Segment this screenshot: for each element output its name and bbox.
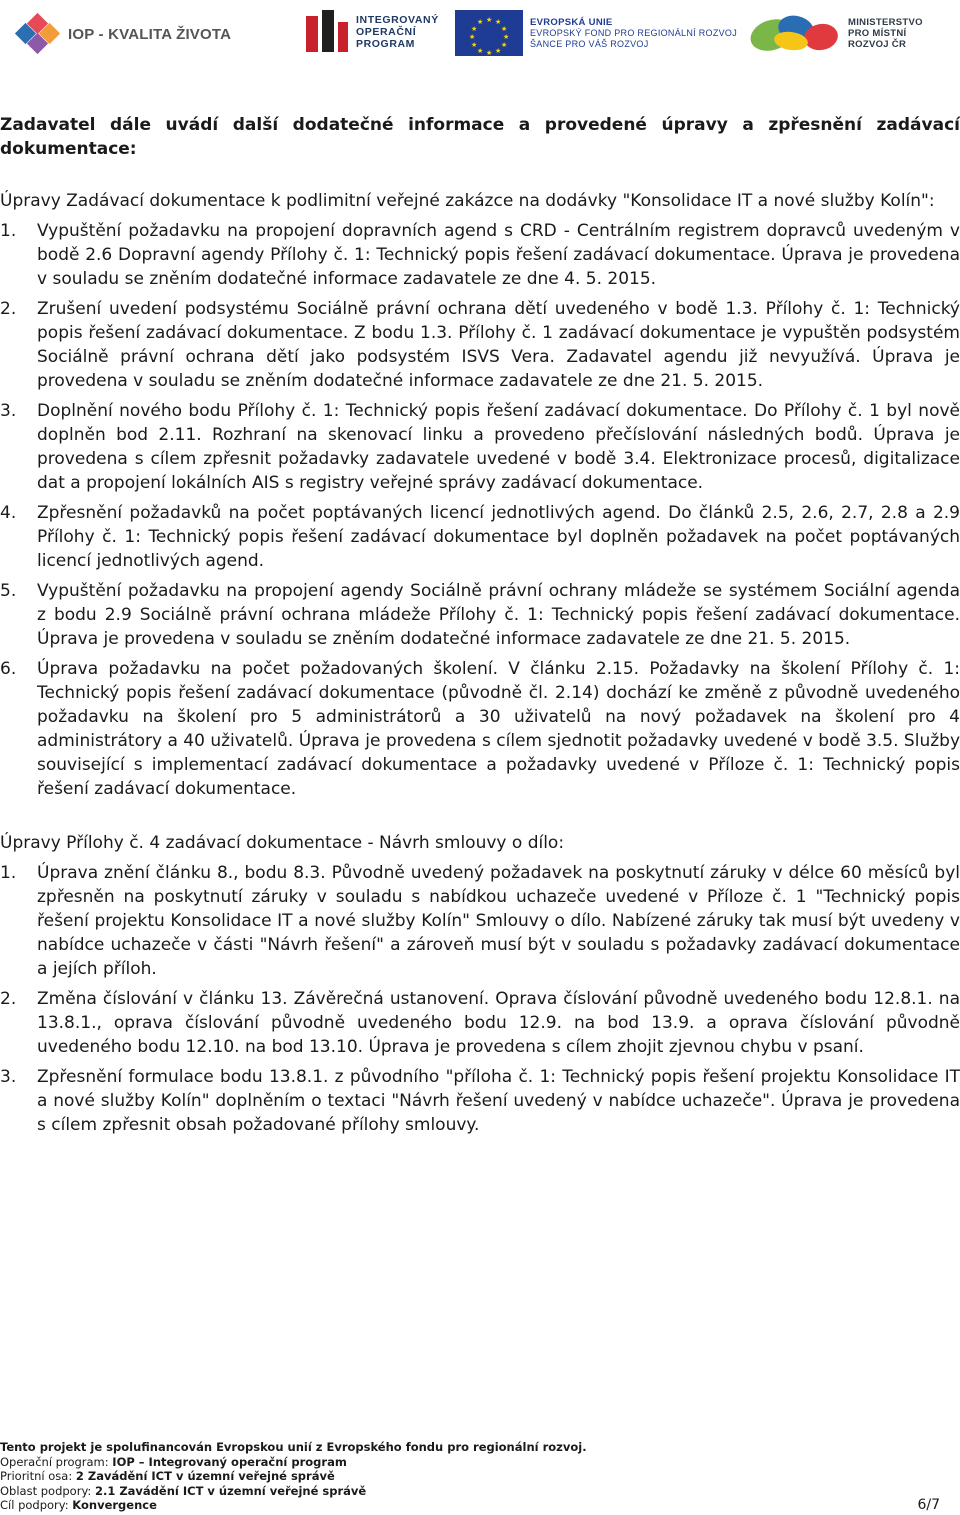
list-item-text: Změna číslování v článku 13. Závěrečná ustanovení. Oprava číslování původně uvedeného bodu 12.8.1. na 13.8.1., oprava číslování původně uvedeného bodu 12.9. na bod 13.9. a oprava číslování původně uvedeného bodu 12.10. na bod 13.10. Úprava je provedena s cílem zhojit zjevnou chybu v psaní. [37,989,960,1057]
list-item [0,219,960,291]
list-item-text: Úprava požadavku na počet požadovaných školení. V článku 2.15. Požadavky na školení Přílohy č. 1: Technický popis řešení zadávací dokumentace (původně čl. 2.14) dochází ke změně z původně uvedeného požadavku na školení pro 5 administrátorů a 30 uživatelů na nový požadavek na školení pro 4 administrátory a 40 uživatelů. Úprava je provedena s cílem sjednotit požadavky uvedené v bodě 3.5. Služby související s implementací zadávací dokumentace a požadavky uvedené v Příloze č. 1: Technický popis řešení zadávací dokumentace. [37,659,960,799]
list-item-text: Doplnění nového bodu Přílohy č. 1: Technický popis řešení zadávací dokumentace. Do Přílohy č. 1 byl nově doplněn bod 2.11. Rozhraní na skenovací linku a provedeno přečíslování následných bodů. Úprava je provedena s cílem zpřesnit požadavky zadavatele uvedené v bodě 3.4. Elektronizace procesů, digitalizace dat a propojení lokálních AIS s registry veřejné správy zadávací dokumentace. [37,401,960,493]
footer-area-value: 2.1 Zavádění ICT v územní veřejné správě [94,1483,367,1498]
footer-goal-label: Cíl podpory: [0,1498,73,1513]
footer [0,1440,960,1513]
document-body [0,113,960,1143]
list-item [0,579,960,651]
footer-area-label: Oblast podpory: [0,1483,95,1498]
section2-list [0,861,960,1137]
iop-logo-text: IOP - KVALITA ŽIVOTA [68,25,232,43]
integ-line-3: PROGRAM [356,38,416,50]
section2-intro: Úpravy Přílohy č. 4 zadávací dokumentace - Návrh smlouvy o dílo: [0,833,565,853]
footer-program-label: Operační program: [0,1454,113,1469]
footer-priority-value: 2 Zavádění ICT v územní veřejné správě [75,1469,335,1484]
mmr-logo [748,10,923,56]
eu-logo [455,10,737,56]
integrovany-program-logo [306,10,439,54]
list-item-text: Vypuštění požadavku na propojení dopravních agend s CRD - Centrálním registrem dopravců uvedeným v bodě 2.6 Dopravní agendy Přílohy č. 1: Technický popis řešení zadávací dokumentace. Úprava je provedena v souladu se zněním dodatečné informace zadavatele ze dne 4. 5. 2015. [37,221,960,289]
eu-flag-icon: ★ ★ ★ ★ ★ ★ ★ ★ ★ ★ ★ ★ [455,10,523,56]
list-item [0,657,960,801]
list-item [0,987,960,1059]
footer-goal-value: Konvergence [72,1498,157,1513]
list-item-number: 3. [0,1067,17,1087]
page-number: 6/7 [917,1497,940,1513]
mmr-leaves-icon [748,10,840,56]
integrovany-program-text [356,14,439,50]
footer-priority-label: Prioritní osa: [0,1469,76,1484]
footer-area [0,1484,960,1499]
iop-diamond-icon [14,14,60,54]
integrovany-program-icon [306,10,350,54]
footer-priority [0,1469,960,1484]
list-item [0,399,960,495]
eu-logo-text [530,17,737,50]
iop-logo [14,14,231,54]
list-item-number: 4. [0,503,17,523]
list-item-text: Zpřesnění požadavků na počet poptávaných licencí jednotlivých agend. Do článků 2.5, 2.6, 2.7, 2.8 a 2.9 Přílohy č. 1: Technický popis řešení zadávací dokumentace byl doplněn požadavek na počet poptávaných licencí jednotlivých agend. [37,503,960,571]
list-item-text: Úprava znění článku 8., bodu 8.3. Původně uvedený požadavek na poskytnutí záruky v délce 60 měsíců byl zpřesněn na poskytnutí záruky v souladu s nabídkou uchazeče uvedené v Příloze č. 1 "Technický popis řešení projektu Konsolidace IT a nové služby Kolín" Smlouvy o dílo. Nabízené záruky tak musí být uvedeny v nabídce uchazeče v části "Návrh řešení" a zároveň musí být v souladu s požadavky zadávací dokumentace a jejích příloh. [37,863,960,979]
eu-line-2: EVROPSKÝ FOND PRO REGIONÁLNÍ ROZVOJ [530,27,738,38]
list-item-number: 3. [0,401,17,421]
eu-line-3: ŠANCE PRO VÁŠ ROZVOJ [530,38,649,49]
mmr-line-3: ROZVOJ ČR [848,38,907,50]
document-heading: Zadavatel dále uvádí další dodatečné informace a provedené úpravy a zpřesnění zadávací dokumentace: [0,115,960,159]
mmr-line-2: PRO MÍSTNÍ [848,27,907,39]
list-item-number: 2. [0,299,17,319]
list-item [0,1065,960,1137]
section1-intro: Úpravy Zadávací dokumentace k podlimitní veřejné zakázce na dodávky "Konsolidace IT a nové služby Kolín": [0,191,935,211]
footer-program [0,1455,960,1470]
list-item-number: 2. [0,989,17,1009]
section1-list [0,219,960,801]
list-item [0,297,960,393]
list-item-number: 1. [0,221,17,241]
list-item-number: 6. [0,659,17,679]
list-item-number: 1. [0,863,17,883]
list-item [0,501,960,573]
list-item-text: Vypuštění požadavku na propojení agendy Sociálně právní ochrany mládeže se systémem Sociální agenda z bodu 2.9 Sociálně právní ochrana mládeže Přílohy č. 1: Technický popis řešení zadávací dokumentace. Úprava je provedena v souladu se zněním dodatečné informace zadavatele ze dne 21. 5. 2015. [37,581,960,649]
footer-program-value: IOP – Integrovaný operační program [112,1454,347,1469]
eu-line-1: EVROPSKÁ UNIE [530,16,613,28]
integ-line-2: OPERAČNÍ [356,26,417,38]
integ-line-1: INTEGROVANÝ [356,14,439,26]
logo-bar [0,0,960,68]
footer-goal [0,1498,960,1513]
mmr-line-1: MINISTERSTVO [848,16,923,28]
mmr-logo-text [848,17,923,50]
list-item-number: 5. [0,581,17,601]
list-item [0,861,960,981]
footer-funding-note: Tento projekt je spolufinancován Evropskou unií z Evropského fondu pro regionální rozvoj. [0,1440,587,1454]
list-item-text: Zrušení uvedení podsystému Sociálně právní ochrana dětí uvedeného v bodě 1.3. Přílohy č. 1: Technický popis řešení zadávací dokumentace. Z bodu 1.3. Přílohy č. 1 zadávací dokumentace je vypuštěn podsystém Sociálně právní ochrana dětí jako podsystém ISVS Vera. Zadavatel agendu již nevyužívá. Úprava je provedena v souladu se zněním dodatečné informace zadavatele ze dne 21. 5. 2015. [37,299,960,391]
list-item-text: Zpřesnění formulace bodu 13.8.1. z původního "příloha č. 1: Technický popis řešení projektu Konsolidace IT a nové služby Kolín" doplněním o textaci "Návrh řešení uvedený v nabídce uchazeče". Úprava je provedena s cílem zpřesnit obsah požadované přílohy smlouvy. [37,1067,960,1135]
